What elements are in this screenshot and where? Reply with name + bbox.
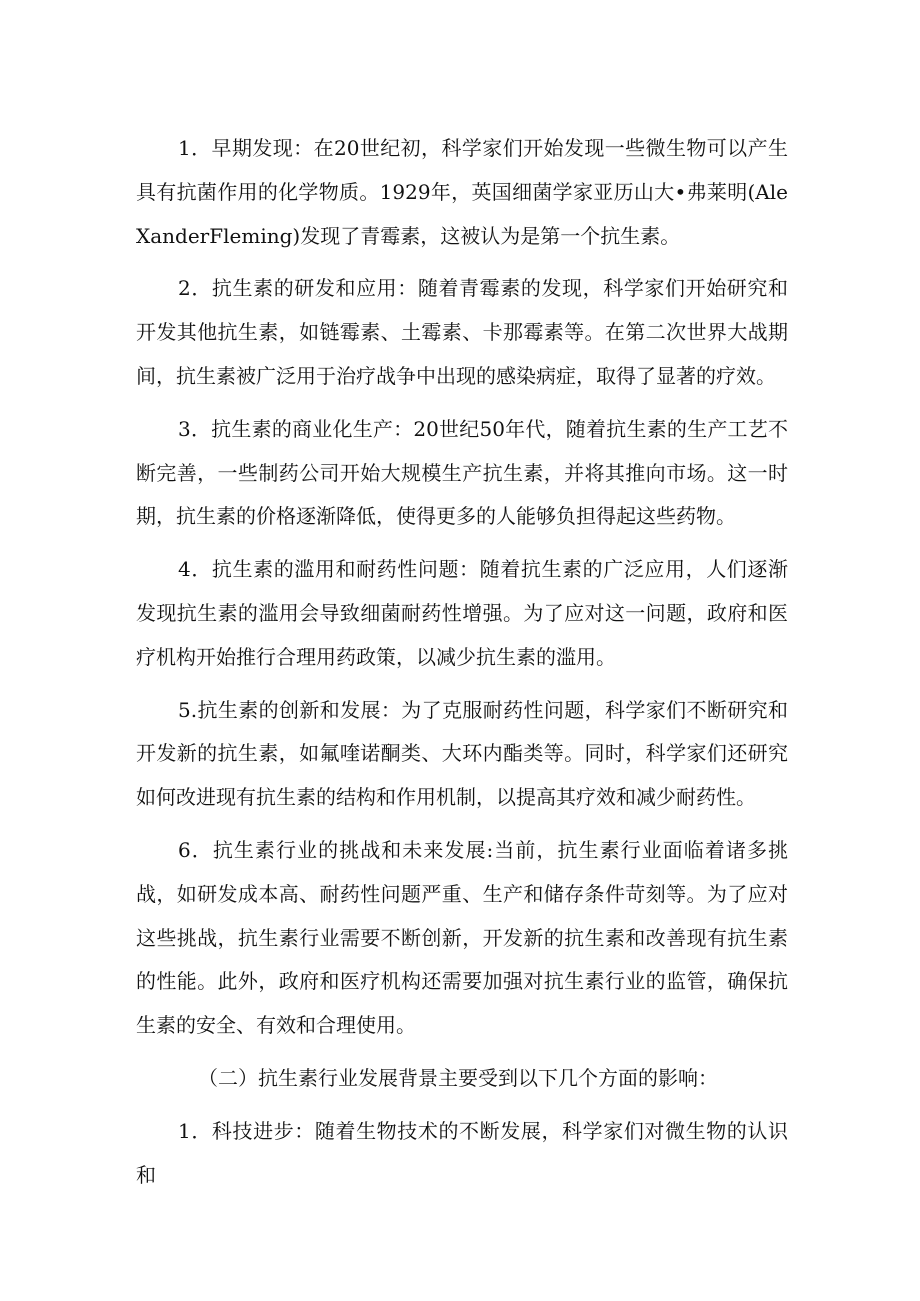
- paragraph-commercial-production: 3．抗生素的商业化生产：20世纪50年代，随着抗生素的生产工艺不断完善，一些制药公司开始大规模生产抗生素，并将其推向市场。这一时期，抗生素的价格逐渐降低，使得更多的人能够负担得起这些药物。: [136, 416, 788, 529]
- document-body: [136, 127, 788, 1206]
- paragraph-research-application: 2．抗生素的研发和应用：随着青霉素的发现，科学家们开始研究和开发其他抗生素，如链霉素、土霉素、卡那霉素等。在第二次世界大战期间，抗生素被广泛用于治疗战争中出现的感染病症，取得了显著的疗效。: [136, 276, 788, 388]
- paragraph-early-discovery: 1．早期发现：在20世纪初，科学家们开始发现一些微生物可以产生具有抗菌作用的化学物质。1929年，英国细菌学家亚历山大•弗莱明(AleXanderFleming)发现了青霉素，这被认为是第一个抗生素。: [136, 136, 788, 248]
- section-heading-background: （二）抗生素行业发展背景主要受到以下几个方面的影响：: [198, 1065, 718, 1090]
- paragraph-technology-progress: 1．科技进步：随着生物技术的不断发展，科学家们对微生物的认识和: [136, 1118, 788, 1187]
- paragraph-innovation-development: 5.抗生素的创新和发展：为了克服耐药性问题，科学家们不断研究和开发新的抗生素，如氟喹诺酮类、大环内酯类等。同时，科学家们还研究如何改进现有抗生素的结构和作用机制，以提高其疗效和减少耐药性。: [136, 697, 788, 810]
- paragraph-challenges-future: 6．抗生素行业的挑战和未来发展:当前，抗生素行业面临着诸多挑战，如研发成本高、耐药性问题严重、生产和储存条件苛刻等。为了应对这些挑战，抗生素行业需要不断创新，开发新的抗生素和改善现有抗生素的性能。此外，政府和医疗机构还需要加强对抗生素行业的监管，确保抗生素的安全、有效和合理使用。: [136, 837, 788, 1038]
- paragraph-abuse-resistance: 4．抗生素的滥用和耐药性问题：随着抗生素的广泛应用，人们逐渐发现抗生素的滥用会导致细菌耐药性增强。为了应对这一问题，政府和医疗机构开始推行合理用药政策，以减少抗生素的滥用。: [136, 557, 788, 669]
